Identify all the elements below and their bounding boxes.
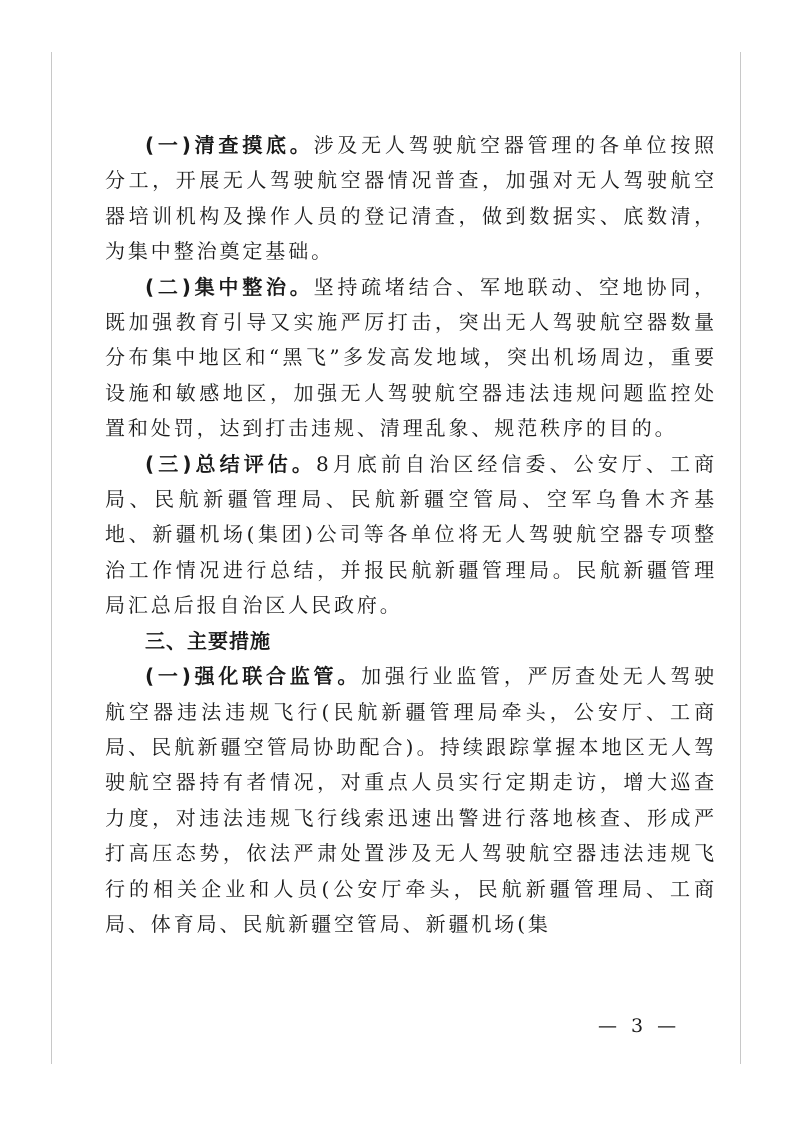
paragraph-rectification (105, 270, 717, 447)
paragraph-inventory (105, 128, 717, 270)
left-margin-line (51, 52, 52, 1064)
right-margin-line (740, 52, 741, 1064)
paragraph-text: 8月底前自治区经信委、公安厅、工商局、民航新疆管理局、民航新疆空管局、空军乌鲁木齐基地、新疆机场(集团)公司等各单位将无人驾驶航空器专项整治工作情况进行总结，并报民航新疆管理局。民航新疆管理局汇总后报自治区人民政府。 (105, 451, 717, 618)
paragraph-text: 加强行业监管，严厉查处无人驾驶航空器违法违规飞行(民航新疆管理局牵头，公安厅、工商局、民航新疆空管局协助配合)。持续跟踪掌握本地区无人驾驶航空器持有者情况，对重点人员实行定期走访，增大巡查力度，对违法违规飞行线索迅速出警进行落地核查、形成严打高压态势，依法严肃处置涉及无人驾驶航空器违法违规飞行的相关企业和人员(公安厅牵头，民航新疆管理局、工商局、体育局、民航新疆空管局、新疆机场(集 (105, 664, 718, 936)
paragraph-evaluation (105, 447, 717, 624)
paragraph-lead: (一)清查摸底。 (145, 133, 314, 157)
paragraph-text: 涉及无人驾驶航空器管理的各单位按照分工，开展无人驾驶航空器情况普查，加强对无人驾驶航空器培训机构及操作人员的登记清查，做到数据实、底数清，为集中整治奠定基础。 (105, 133, 717, 264)
paragraph-text: 坚持疏堵结合、军地联动、空地协同，既加强教育引导又实施严厉打击，突出无人驾驶航空器数量分布集中地区和“黑飞”多发高发地域，突出机场周边，重要设施和敏感地区，加强无人驾驶航空器违法违规问题监控处置和处罚，达到打击违规、清理乱象、规范秩序的目的。 (105, 274, 717, 441)
paragraph-lead: (一)强化联合监管。 (145, 664, 362, 689)
paragraph-lead: (二)集中整治。 (145, 274, 314, 299)
paragraph-lead: (三)总结评估。 (145, 451, 316, 476)
paragraph-joint-supervision (105, 659, 717, 942)
document-body (105, 128, 717, 942)
page-number: — 3 — (598, 1015, 681, 1037)
section-heading: 三、主要措施 (145, 628, 271, 653)
